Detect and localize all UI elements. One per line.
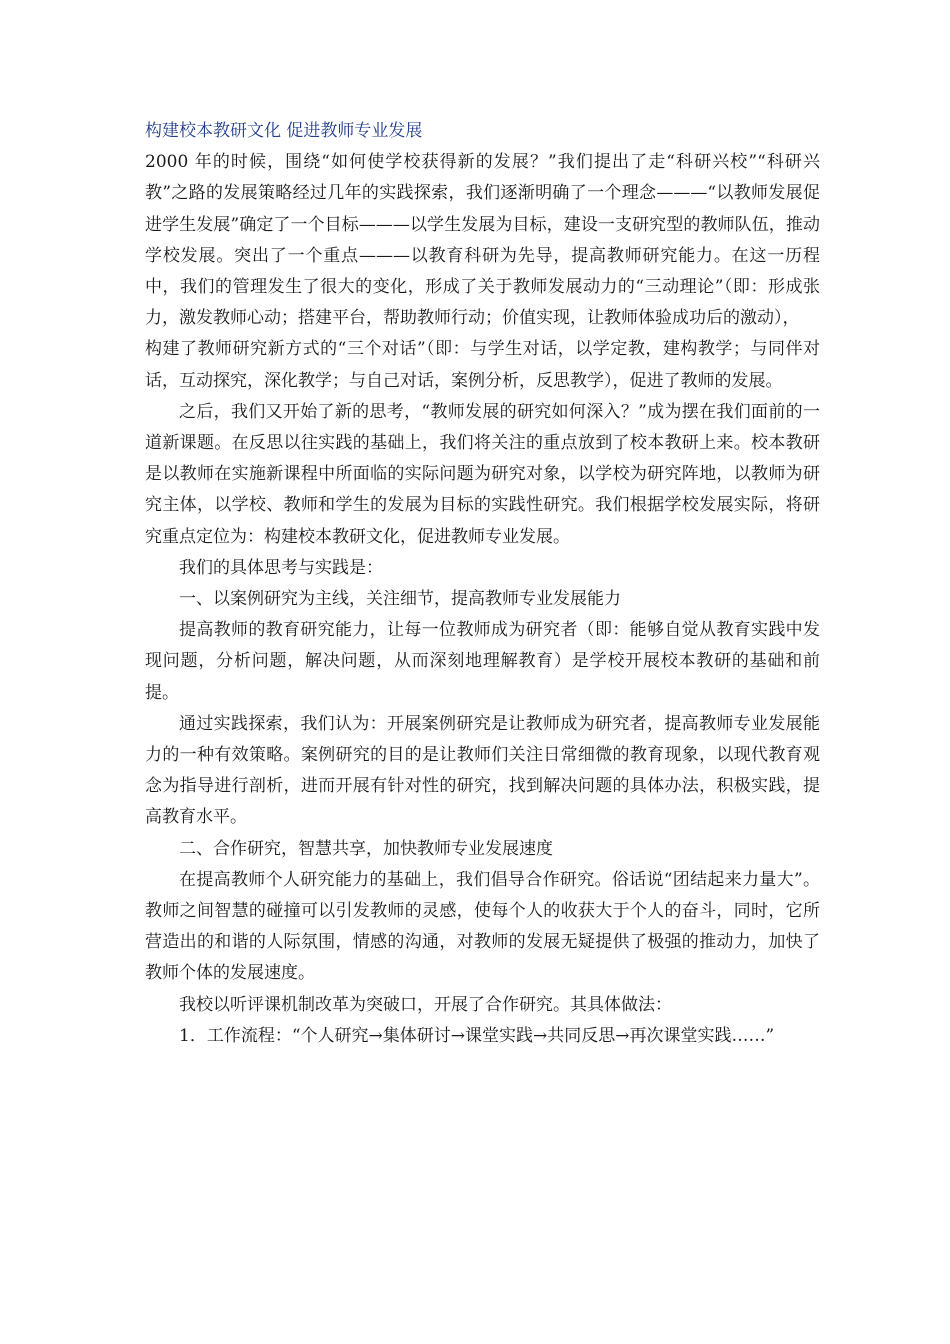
document-page: [145, 116, 820, 1052]
paragraph: 2000 年的时候，围绕“如何使学校获得新的发展？”我们提出了走“科研兴校”“科研兴教”之路的发展策略经过几年的实践探索，我们逐渐明确了一个理念———“以教师发展促进学生发展”确定了一个目标———以学生发展为目标，建设一支研究型的教师队伍，推动学校发展。突出了一个重点———以教育科研为先导，提高教师研究能力。在这一历程中，我们的管理发生了很大的变化，形成了关于教师发展动力的“三动理论”（即：形成张力，激发教师心动；搭建平台，帮助教师行动；价值实现，让教师体验成功后的激动），: [145, 152, 820, 329]
paragraph: 之后，我们又开始了新的思考，“教师发展的研究如何深入？”成为摆在我们面前的一道新课题。在反思以往实践的基础上，我们将关注的重点放到了校本教研上来。校本教研是以教师在实施新课程中所面临的实际问题为研究对象，以学校为研究阵地，以教师为研究主体，以学校、教师和学生的发展为目标的实践性研究。我们根据学校发展实际，将研究重点定位为：构建校本教研文化，促进教师专业发展。: [145, 401, 820, 547]
list-item: 1．工作流程：“个人研究→集体研讨→课堂实践→共同反思→再次课堂实践……”: [179, 1025, 775, 1046]
paragraph: 通过实践探索，我们认为：开展案例研究是让教师成为研究者，提高教师专业发展能力的一种有效策略。案例研究的目的是让教师们关注日常细微的教育现象，以现代教育观念为指导进行剖析，进而开展有针对性的研究，找到解决问题的具体办法，积极实践，提高教育水平。: [145, 713, 820, 828]
section-heading: 一、以案例研究为主线，关注细节，提高教师专业发展能力: [179, 589, 621, 610]
paragraph: 提高教师的教育研究能力，让每一位教师成为研究者（即：能够自觉从教育实践中发现问题，分析问题，解决问题，从而深刻地理解教育）是学校开展校本教研的基础和前提。: [145, 620, 820, 703]
section-heading: 二、合作研究，智慧共享，加快教师专业发展速度: [179, 838, 553, 859]
paragraph: 构建了教师研究新方式的“三个对话”（即：与学生对话，以学定教，建构教学；与同伴对话，互动探究，深化教学；与自己对话，案例分析，反思教学），促进了教师的发展。: [145, 339, 820, 391]
paragraph: 我校以听评课机制改革为突破口，开展了合作研究。其具体做法：: [179, 994, 672, 1015]
paragraph: 在提高教师个人研究能力的基础上，我们倡导合作研究。俗话说“团结起来力量大”。教师之间智慧的碰撞可以引发教师的灵感，使每个人的收获大于个人的奋斗，同时，它所营造出的和谐的人际氛围，情感的沟通，对教师的发展无疑提供了极强的推动力，加快了教师个体的发展速度。: [145, 869, 820, 984]
paragraph: 我们的具体思考与实践是：: [179, 557, 383, 578]
document-title: 构建校本教研文化 促进教师专业发展: [145, 121, 423, 141]
